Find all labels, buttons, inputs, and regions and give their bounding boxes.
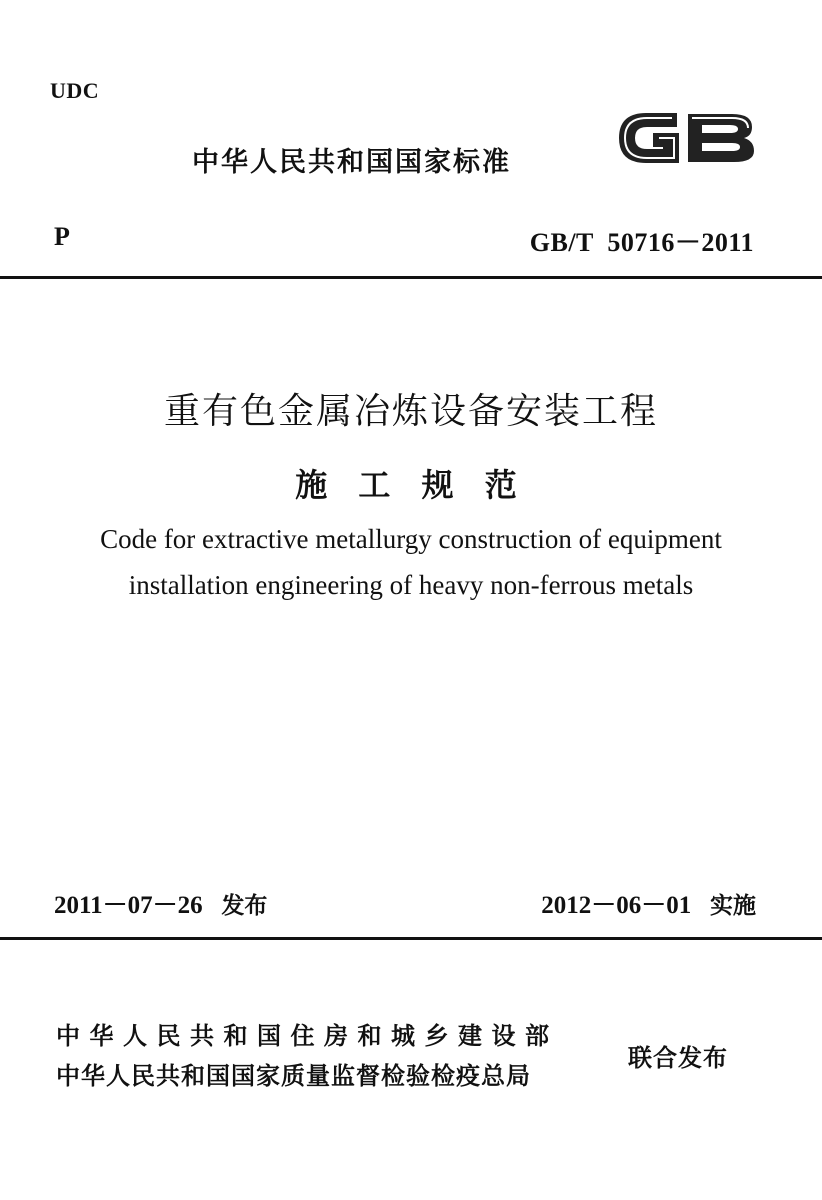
implement-date-block (541, 885, 756, 921)
issue-date: 2011－07－26 (54, 892, 203, 919)
implement-date: 2012－06－01 (541, 892, 692, 919)
chinese-title-line1: 重有色金属冶炼设备安装工程 (163, 391, 658, 432)
standard-number: GB/T 50716－2011 (529, 228, 754, 257)
chinese-title-line2: 施 工 规 范 (295, 466, 527, 504)
english-title-line1: Code for extractive metallurgy construction of equipment (100, 524, 722, 554)
classification-code: P (54, 222, 70, 251)
issuer-aqsiq: 中华人民共和国国家质量监督检验检疫总局 (56, 1062, 531, 1090)
english-title-line2: installation engineering of heavy non-ferrous metals (128, 570, 694, 600)
joint-issue-label: 联合发布 (628, 1044, 728, 1072)
udc-label: UDC (50, 78, 100, 103)
issue-date-block (54, 885, 267, 921)
issue-label: 发布 (221, 893, 268, 919)
implement-label: 实施 (710, 893, 756, 919)
gb-logo-icon (614, 100, 760, 176)
bottom-divider (0, 937, 822, 940)
national-standard-heading: 中华人民共和国国家标准 (192, 147, 511, 178)
issuer-ministry-housing: 中华人民共和国住房和城乡建设部 (56, 1022, 559, 1050)
top-divider (0, 276, 822, 279)
